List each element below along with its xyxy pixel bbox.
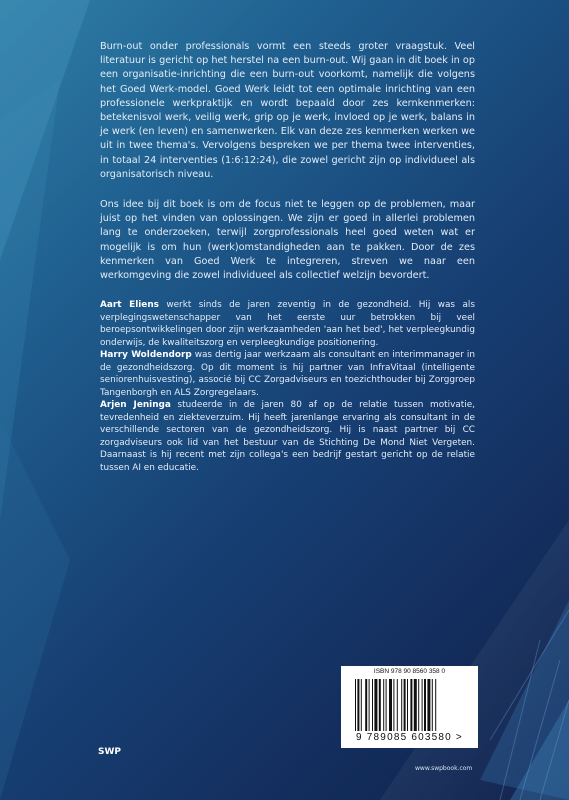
bio-text: studeerde in de jaren 80 af op de relatie tussen motivatie, tevredenheid en ziekteverzuim. Hij heeft jarenlange ervaring als consultant in de verschillende sectoren van de gezondheidszorg. Hij is naast partner bij CC zorgadviseurs ook lid van het bestuur van de Stichting De Mond Niet Vergeten. Daarnaast is hij recent met zijn collega's een bedrijf gestart gericht op de relatie tussen AI en educatie. (100, 400, 475, 473)
intro-paragraph-2: Ons idee bij dit boek is om de focus niet te leggen op de problemen, maar juist op het vinden van oplossingen. We zijn er goed in allerlei problemen lang te onderzoeken, terwijl zorgprofessionals heel goed weten wat er mogelijk is om hun (werk)omstandigheden aan te pakken. Door de zes kenmerken van Goed Werk te integreren, streven we naar een werkomgeving die zowel individueel als collectief welzijn bevordert. (100, 199, 475, 282)
barcode-number: 9 789085 603580 > (356, 732, 463, 743)
author-name: Harry Woldendorp (100, 350, 192, 361)
isbn-barcode (341, 666, 478, 748)
bio-harry-woldendorp (100, 349, 475, 399)
barcode-image (355, 679, 465, 731)
author-name: Arjen Jeninga (100, 400, 171, 411)
author-name: Aart Eliens (100, 300, 159, 311)
publisher-website: www.swpbook.com (415, 765, 473, 772)
isbn-label: ISBN 978 90 8560 358 0 (373, 668, 446, 675)
publisher-logo: SWP (98, 747, 122, 757)
author-bios (100, 299, 475, 474)
back-cover-text (100, 40, 475, 474)
bio-text: was dertig jaar werkzaam als consultant en interimmanager in de gezondheidszorg. Op dit moment is hij partner van InfraVitaal (intelligente seniorenhuisvesting), associé bij CC Zorgadviseurs en toezichthouder bij Zorggroep Tangenborgh en ALS Zorgregelaars. (100, 350, 475, 398)
bio-text: werkt sinds de jaren zeventig in de gezondheid. Hij was als verplegingswetenschapper van het eerste uur betrokken bij veel beroepsontwikkelingen door zijn werkzaamheden 'aan het bed', het verpleegkundig onderwijs, de kwaliteitszorg en verpleegkundige positionering. (100, 300, 475, 348)
bio-arjen-jeninga (100, 399, 475, 474)
intro-paragraph-1: Burn-out onder professionals vormt een steeds groter vraagstuk. Veel literatuur is gericht op het herstel na een burn-out. Wij gaan in dit boek in op een organisatie-inrichting die een burn-out voorkomt, namelijk die volgens het Goed Werk-model. Goed Werk leidt tot een optimale inrichting van een professionele werkpraktijk en wordt bepaald door zes kernkenmerken: betekenisvol werk, veilig werk, grip op je werk, invloed op je werk, balans in je werk (en leven) en samenwerken. Elk van deze zes kenmerken werken we uit in twee thema's. Vervolgens bespreken we per thema twee interventies, in totaal 24 interventies (1:6:12:24), die zowel gericht zijn op individueel als organisatorisch niveau. (100, 41, 475, 180)
bio-aart-eliens (100, 299, 475, 349)
